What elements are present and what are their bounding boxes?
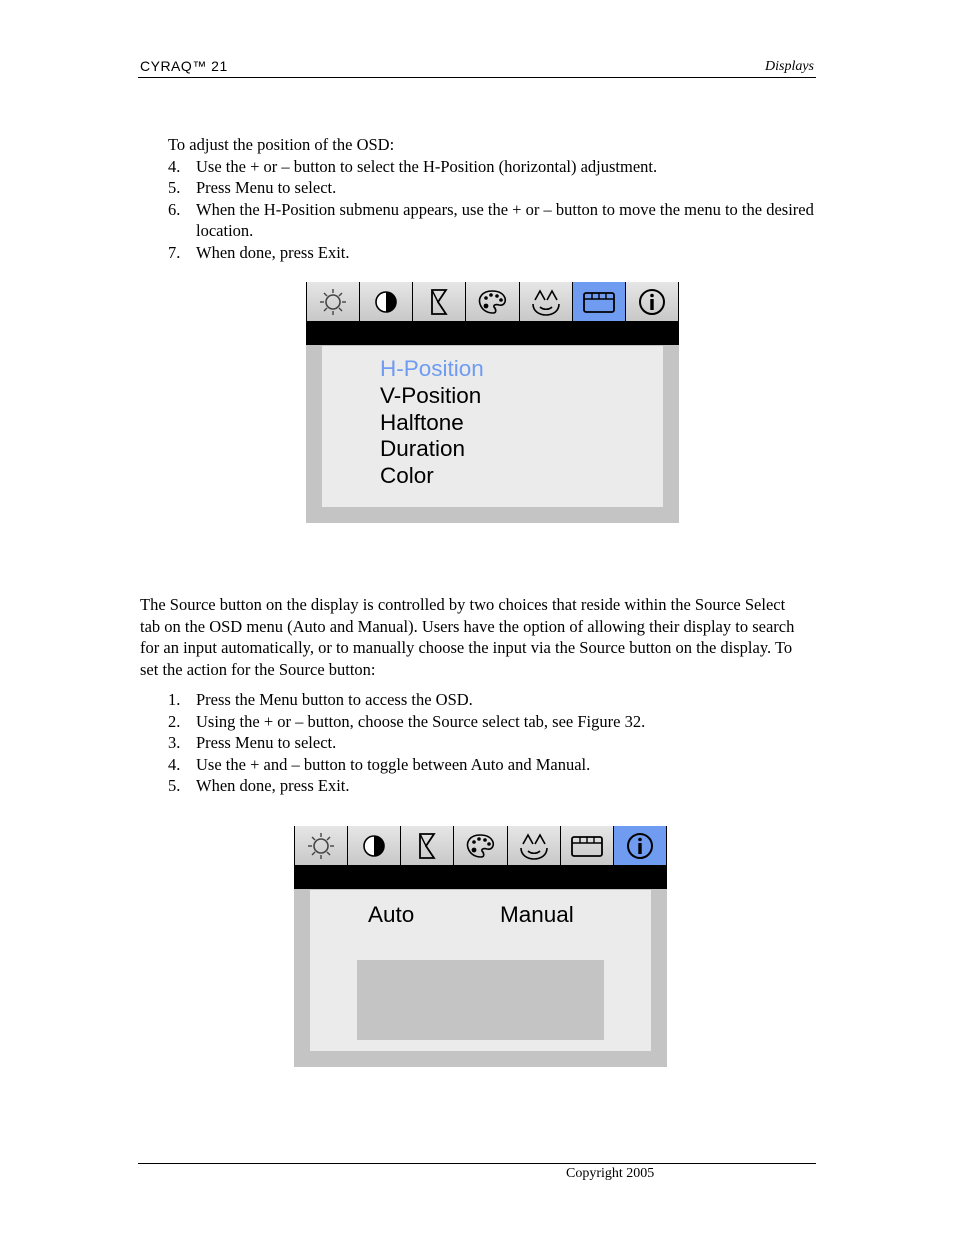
osd-settings-icon [569, 830, 605, 862]
step-text: When done, press Exit. [196, 242, 350, 262]
image-icon [528, 286, 564, 318]
tab-image[interactable] [508, 826, 561, 865]
step-text: Use the + and – button to toggle between Auto and Manual. [196, 754, 591, 774]
intro-text: To adjust the position of the OSD: [168, 135, 395, 154]
step-number: 1. [168, 690, 181, 709]
osd-position-menu-figure [306, 282, 679, 523]
list-item [140, 775, 820, 797]
step-number: 4. [168, 754, 181, 774]
list-item [140, 711, 820, 733]
step-text: Press Menu to select. [196, 733, 337, 753]
list-item [140, 754, 820, 776]
step-text: Using the + or – button, choose the Source select tab, see Figure 32. [196, 711, 646, 731]
osd-source-select-figure [294, 826, 667, 1067]
source-button-instructions [140, 689, 820, 797]
step-text: Use the + or – button to select the H-Position (horizontal) adjustment. [196, 156, 658, 176]
step-text: When the H-Position submenu appears, use the + or – button to move the menu to the desired location. [196, 199, 814, 241]
list-item [140, 732, 820, 754]
step-number: 4. [168, 156, 181, 176]
steps-list [140, 156, 820, 264]
option-auto[interactable]: Auto [368, 902, 415, 927]
osd-source-panel [310, 890, 651, 1051]
footer-rule [138, 1163, 816, 1164]
step-number: 5. [168, 178, 181, 198]
step-number: 5. [168, 776, 181, 796]
info-icon [634, 286, 670, 318]
list-item [140, 242, 820, 264]
step-number: 2. [168, 711, 181, 731]
contrast-icon [356, 830, 392, 862]
running-header-section: Displays [765, 59, 814, 74]
osd-message-box [357, 960, 604, 1040]
tab-image[interactable] [520, 282, 573, 321]
tab-color[interactable] [454, 826, 507, 865]
tab-contrast[interactable] [360, 282, 413, 321]
osd-settings-icon [581, 286, 617, 318]
list-item [140, 177, 820, 199]
list-item [140, 156, 820, 178]
geometry-icon [421, 286, 457, 318]
menu-item-duration[interactable]: Duration [380, 436, 466, 461]
osd-menu-panel [322, 346, 663, 507]
contrast-icon [368, 286, 404, 318]
geometry-icon [409, 830, 445, 862]
palette-icon [462, 830, 498, 862]
brightness-icon [303, 830, 339, 862]
step-number: 6. [168, 199, 181, 219]
copyright-notice: Copyright 2005 [566, 1166, 655, 1181]
list-item [140, 199, 820, 242]
running-header-title: CYRAQ™ 21 [140, 58, 228, 74]
list-item [140, 689, 820, 711]
step-text: Press Menu to select. [196, 178, 337, 198]
option-manual[interactable]: Manual [500, 902, 574, 927]
step-number: 3. [168, 733, 181, 753]
tab-info[interactable] [626, 282, 679, 321]
menu-item-h-position[interactable]: H-Position [380, 356, 484, 381]
tab-geometry[interactable] [401, 826, 454, 865]
tab-geometry[interactable] [413, 282, 466, 321]
tab-contrast[interactable] [348, 826, 401, 865]
tab-osd-settings[interactable] [573, 282, 626, 321]
osd-tab-bar [294, 826, 667, 865]
steps-list [140, 689, 820, 797]
menu-item-halftone[interactable]: Halftone [380, 410, 464, 435]
step-text: Press the Menu button to access the OSD. [196, 690, 473, 709]
tab-color[interactable] [466, 282, 519, 321]
palette-icon [474, 286, 510, 318]
menu-item-v-position[interactable]: V-Position [380, 383, 482, 408]
tab-info[interactable] [614, 826, 667, 865]
step-text: When done, press Exit. [196, 776, 350, 796]
osd-position-instructions [140, 134, 820, 264]
tab-brightness[interactable] [294, 826, 348, 865]
osd-title-bar [294, 865, 667, 889]
brightness-icon [315, 286, 351, 318]
image-icon [516, 830, 552, 862]
header-rule [138, 77, 816, 78]
tab-brightness[interactable] [306, 282, 360, 321]
info-icon [622, 830, 658, 862]
osd-title-bar [306, 321, 679, 345]
step-number: 7. [168, 242, 181, 262]
tab-osd-settings[interactable] [561, 826, 614, 865]
source-button-paragraph: The Source button on the display is controlled by two choices that reside within the Source Select tab on the OSD menu (Auto and Manual). Users have the option of allowing their display to search for an input automatically, or to manually choose the input via the Source button on the display. To set the action for the Source button: [140, 595, 795, 679]
osd-tab-bar [306, 282, 679, 321]
menu-item-color[interactable]: Color [380, 463, 434, 488]
